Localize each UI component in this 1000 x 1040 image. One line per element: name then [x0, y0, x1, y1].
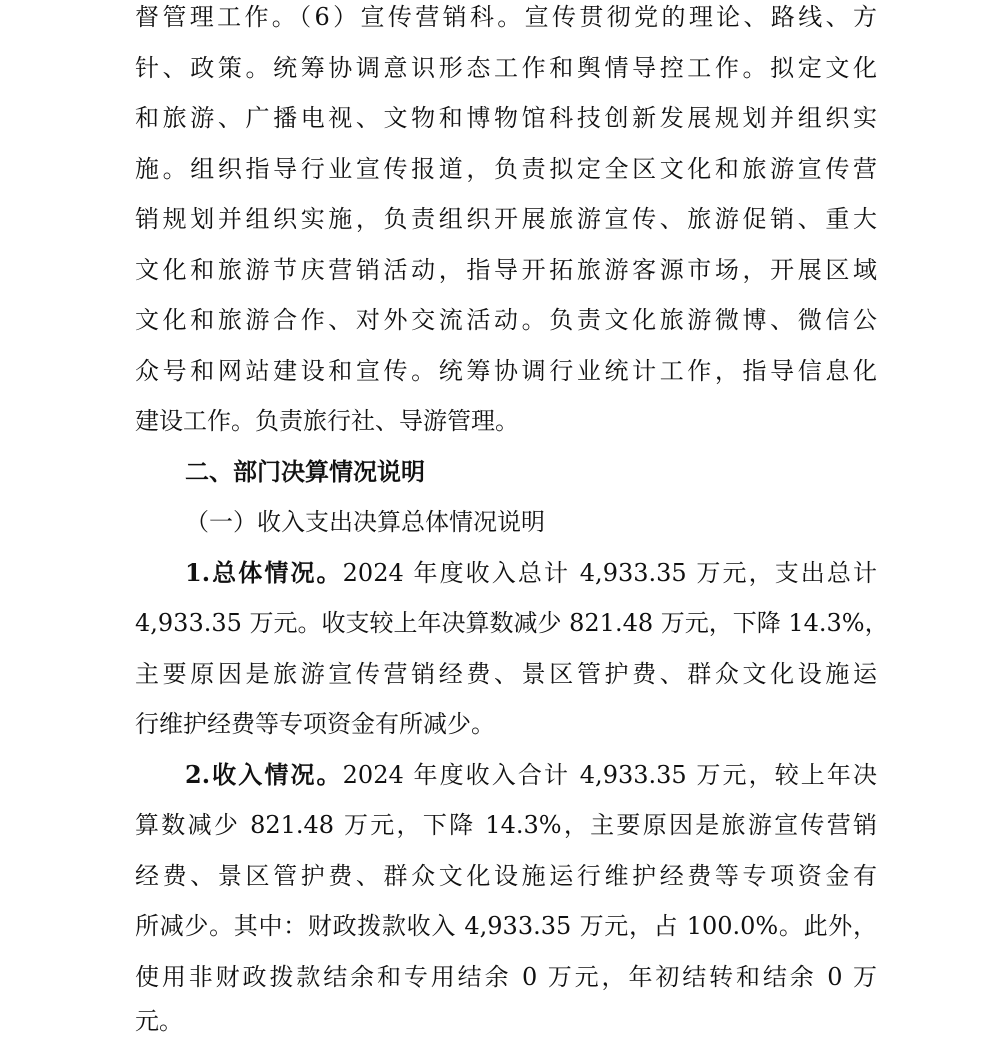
- document-page: [135, 0, 889, 1040]
- paragraph-line: 使用非财政拨款结余和专用结余 0 万元，年初结转和结余 0 万: [135, 963, 877, 991]
- paragraph-line: 元。: [135, 1007, 183, 1035]
- paragraph-line: 销规划并组织实施，负责组织开展旅游宣传、旅游促销、重大: [135, 205, 877, 233]
- paragraph-line: 针、政策。统筹协调意识形态工作和舆情导控工作。拟定文化: [135, 54, 877, 82]
- overall-first-line: [135, 556, 877, 590]
- income-first-line: [135, 758, 877, 792]
- paragraph-line: 算数减少 821.48 万元，下降 14.3%，主要原因是旅游宣传营销: [135, 811, 877, 839]
- paragraph-line: 文化和旅游节庆营销活动，指导开拓旅游客源市场，开展区域: [135, 256, 877, 284]
- paragraph-line: 督管理工作。（6）宣传营销科。宣传贯彻党的理论、路线、方: [135, 3, 877, 31]
- paragraph-line: 施。组织指导行业宣传报道，负责拟定全区文化和旅游宣传营: [135, 155, 877, 183]
- paragraph-line: 4,933.35 万元。收支较上年决算数减少 821.48 万元，下降 14.3%，: [135, 609, 889, 637]
- income-lead: 2.收入情况。: [185, 760, 343, 789]
- paragraph-line: 文化和旅游合作、对外交流活动。负责文化旅游微博、微信公: [135, 306, 877, 334]
- paragraph-line: 建设工作。负责旅行社、导游管理。: [135, 407, 519, 435]
- paragraph-line: 行维护经费等专项资金有所减少。: [135, 710, 495, 738]
- overall-line1-text: 2024 年度收入总计 4,933.35 万元，支出总计: [342, 559, 877, 587]
- paragraph-line: 经费、景区管护费、群众文化设施运行维护经费等专项资金有: [135, 862, 877, 890]
- paragraph-line: 所减少。其中：财政拨款收入 4,933.35 万元，占 100.0%。此外，: [135, 912, 877, 940]
- sub-heading: （一）收入支出决算总体情况说明: [185, 508, 545, 536]
- overall-lead: 1.总体情况。: [185, 558, 343, 587]
- section-heading: 二、部门决算情况说明: [185, 458, 425, 486]
- paragraph-line: 和旅游、广播电视、文物和博物馆科技创新发展规划并组织实: [135, 104, 877, 132]
- income-line1-text: 2024 年度收入合计 4,933.35 万元，较上年决: [342, 761, 877, 789]
- paragraph-line: 主要原因是旅游宣传营销经费、景区管护费、群众文化设施运: [135, 660, 877, 688]
- paragraph-line: 众号和网站建设和宣传。统筹协调行业统计工作，指导信息化: [135, 357, 877, 385]
